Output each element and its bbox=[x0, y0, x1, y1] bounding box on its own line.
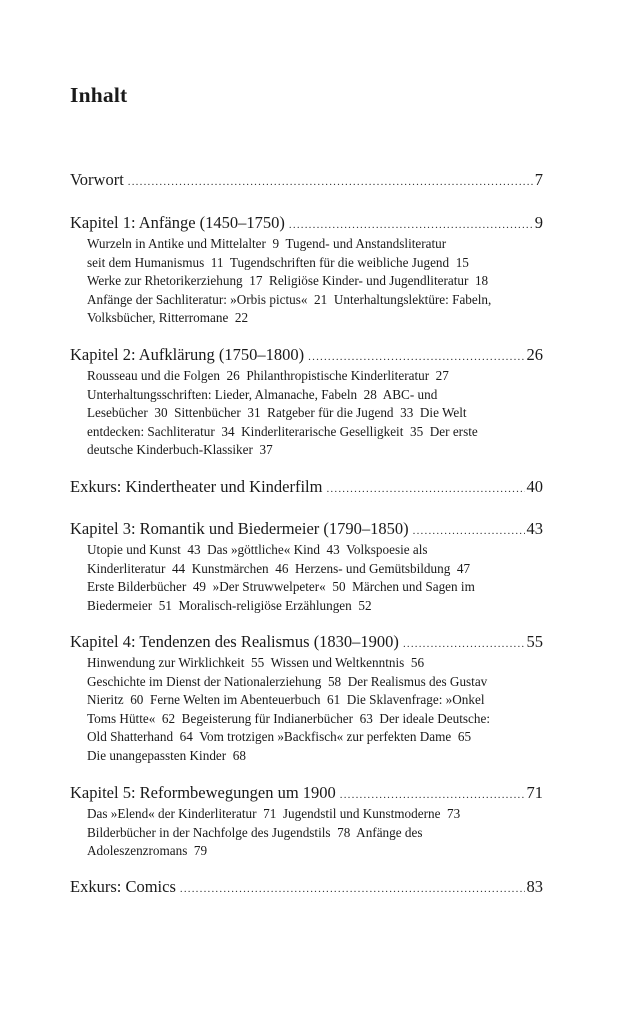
subsection-line: Hinwendung zur Wirklichkeit 55 Wissen und Weltkenntnis 56 bbox=[87, 655, 425, 670]
dot-leader bbox=[413, 525, 525, 537]
subsection-list bbox=[87, 805, 543, 861]
subsection-line: Erste Bilderbücher 49 »Der Struwwelpeter« 50 Märchen und Sagen im bbox=[87, 579, 475, 595]
subsection-line: Volksbücher, Ritterromane 22 bbox=[87, 310, 249, 326]
subsection-line: Die unangepassten Kinder 68 bbox=[87, 747, 246, 763]
toc-heading-line bbox=[70, 783, 543, 803]
dot-leader bbox=[308, 351, 524, 363]
toc-heading: Kapitel 2: Aufklärung (1750–1800) bbox=[70, 345, 305, 364]
toc-entry-kapitel-1 bbox=[70, 213, 543, 328]
subsection-line: Kinderliteratur 44 Kunstmärchen 46 Herzens- und Gemütsbildung 47 bbox=[87, 560, 471, 576]
page-number: 40 bbox=[526, 477, 543, 496]
toc-heading: Exkurs: Comics bbox=[70, 877, 176, 896]
subsection-line: deutsche Kinderbuch-Klassiker 37 bbox=[87, 442, 273, 458]
subsection-list bbox=[87, 367, 543, 460]
subsection-list bbox=[87, 654, 543, 766]
subsection-line: Utopie und Kunst 43 Das »göttliche« Kind 43 Volkspoesie als bbox=[87, 542, 428, 557]
dot-leader bbox=[340, 789, 525, 801]
subsection-line: Wurzeln in Antike und Mittelalter 9 Tugend- und Anstandsliteratur bbox=[87, 236, 447, 251]
toc-heading: Exkurs: Kindertheater und Kinderfilm bbox=[70, 477, 323, 496]
dot-leader bbox=[289, 219, 533, 231]
toc-heading-line bbox=[70, 213, 543, 233]
toc-entry-vorwort bbox=[70, 170, 543, 190]
page-number: 26 bbox=[526, 345, 543, 364]
subsection-line: seit dem Humanismus 11 Tugendschriften für die weibliche Jugend 15 bbox=[87, 254, 469, 270]
dot-leader bbox=[128, 176, 533, 188]
dot-leader bbox=[403, 638, 525, 650]
subsection-line: Anfänge der Sachliteratur: »Orbis pictus« 21 Unterhaltungslektüre: Fabeln, bbox=[87, 291, 492, 307]
dot-leader bbox=[180, 883, 525, 895]
page-number: 7 bbox=[534, 170, 543, 189]
subsection-line: Bilderbücher in der Nachfolge des Jugendstils 78 Anfänge des bbox=[87, 824, 423, 840]
subsection-list bbox=[87, 235, 543, 328]
subsection-line: Biedermeier 51 Moralisch-religiöse Erzählungen 52 bbox=[87, 597, 372, 613]
toc-heading-line bbox=[70, 877, 543, 897]
toc-heading-line bbox=[70, 345, 543, 365]
toc-heading: Kapitel 3: Romantik und Biedermeier (1790–1850) bbox=[70, 519, 409, 538]
toc-heading-line bbox=[70, 170, 543, 190]
toc-entry-kapitel-3 bbox=[70, 519, 543, 615]
subsection-line: Toms Hütte« 62 Begeisterung für Indianerbücher 63 Der ideale Deutsche: bbox=[87, 710, 490, 726]
subsection-line: Rousseau und die Folgen 26 Philanthropistische Kinderliteratur 27 bbox=[87, 368, 449, 383]
subsection-line: Adoleszenzromans 79 bbox=[87, 843, 208, 859]
toc-heading-line bbox=[70, 519, 543, 539]
subsection-line: Lesebücher 30 Sittenbücher 31 Ratgeber für die Jugend 33 Die Welt bbox=[87, 405, 467, 421]
toc-heading: Vorwort bbox=[70, 170, 124, 189]
page-number: 55 bbox=[526, 632, 543, 651]
subsection-line: Das »Elend« der Kinderliteratur 71 Jugendstil und Kunstmoderne 73 bbox=[87, 806, 461, 821]
page-number: 83 bbox=[526, 877, 543, 896]
subsection-line: Unterhaltungsschriften: Lieder, Almanache, Fabeln 28 ABC- und bbox=[87, 386, 438, 402]
subsection-line: Nieritz 60 Ferne Welten im Abenteuerbuch 61 Die Sklavenfrage: »Onkel bbox=[87, 692, 485, 708]
toc-entry-exkurs-comics bbox=[70, 877, 543, 897]
toc-heading: Kapitel 5: Reformbewegungen um 1900 bbox=[70, 783, 336, 802]
page-number: 9 bbox=[534, 213, 543, 232]
subsection-line: Old Shatterhand 64 Vom trotzigen »Backfisch« zur perfekten Dame 65 bbox=[87, 729, 472, 745]
dot-leader bbox=[326, 483, 524, 495]
page-number: 43 bbox=[526, 519, 543, 538]
toc-heading: Kapitel 4: Tendenzen des Realismus (1830–1900) bbox=[70, 632, 399, 651]
toc-heading: Kapitel 1: Anfänge (1450–1750) bbox=[70, 213, 285, 232]
page-number: 71 bbox=[526, 783, 543, 802]
toc-entry-exkurs-kindertheater bbox=[70, 477, 543, 497]
subsection-list bbox=[87, 541, 543, 615]
toc-entry-kapitel-4 bbox=[70, 632, 543, 766]
subsection-line: entdecken: Sachliteratur 34 Kinderliterarische Geselligkeit 35 Der erste bbox=[87, 423, 478, 439]
toc-entry-kapitel-5 bbox=[70, 783, 543, 861]
toc-heading-line bbox=[70, 632, 543, 652]
toc-entry-kapitel-2 bbox=[70, 345, 543, 460]
toc-heading-line bbox=[70, 477, 543, 497]
page-title: Inhalt bbox=[70, 83, 128, 107]
subsection-line: Geschichte im Dienst der Nationalerziehung 58 Der Realismus des Gustav bbox=[87, 673, 488, 689]
subsection-line: Werke zur Rhetorikerziehung 17 Religiöse Kinder- und Jugendliteratur 18 bbox=[87, 273, 489, 289]
